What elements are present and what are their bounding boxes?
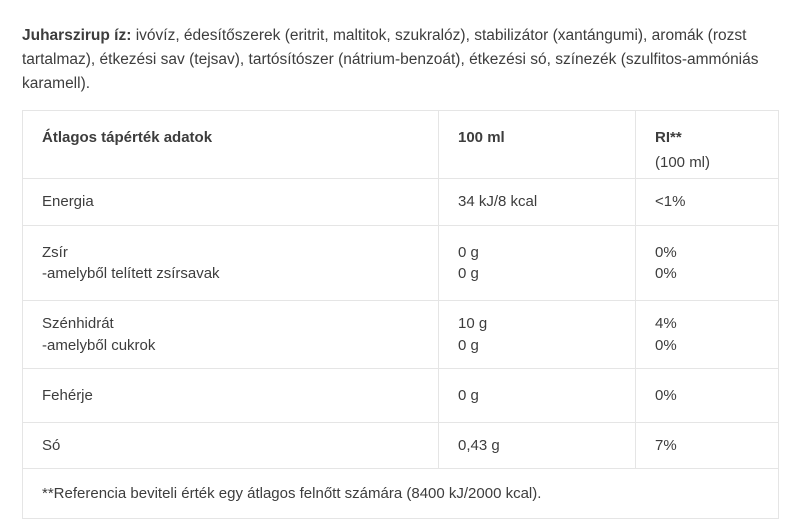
ri-value: 0% (655, 336, 677, 354)
table-row-szenhidrat (23, 301, 779, 369)
ri-value: <1% (655, 193, 686, 211)
header-ri-label: RI** (655, 129, 682, 146)
amount-value: 34 kJ/8 kcal (458, 193, 538, 211)
amount-cell (439, 301, 636, 369)
header-ri-column (636, 111, 779, 179)
header-ri-sub-label: (100 ml) (655, 154, 711, 171)
ri-cell (636, 369, 779, 423)
flavor-name-label: Juharszirup íz: (22, 27, 132, 44)
header-amount-column (439, 111, 636, 179)
amount-value: 10 g (458, 315, 488, 332)
table-row-feherje (23, 369, 779, 423)
ri-value: 0% (655, 243, 677, 261)
header-amount-label: 100 ml (458, 129, 505, 146)
ingredients-text: ivóvíz, édesítőszerek (eritrit, maltitok, szukralóz), stabilizátor (xantángumi), aromák (rozst tartalmaz), étkezési sav (tejsav), tartósítószer (nátrium-benzoát), étkezési só, színezék (szulfitos-ammóniás karamell). (22, 27, 759, 92)
amount-value: 0 g (458, 265, 479, 282)
amount-value: 0 g (458, 243, 479, 261)
header-nutrient-column (23, 111, 439, 179)
nutrient-subname: -amelyből cukrok (42, 336, 156, 354)
ingredients-paragraph (22, 24, 778, 96)
amount-value: 0,43 g (458, 436, 500, 454)
table-header-row (23, 111, 779, 179)
nutrient-subname: -amelyből telített zsírsavak (42, 265, 220, 282)
header-nutrient-label: Átlagos tápérték adatok (42, 129, 213, 146)
amount-cell (439, 226, 636, 301)
ri-cell (636, 179, 779, 226)
nutrition-table (22, 110, 779, 519)
ri-value: 7% (655, 436, 677, 454)
ri-value: 0% (655, 265, 677, 282)
nutrient-cell (23, 423, 439, 469)
nutrient-cell (23, 301, 439, 369)
nutrient-name: Szénhidrát (42, 315, 114, 332)
nutrient-name: Energia (42, 193, 94, 211)
nutrient-name: Zsír (42, 243, 68, 261)
amount-value: 0 g (458, 386, 479, 404)
ri-cell (636, 423, 779, 469)
amount-value: 0 g (458, 336, 479, 354)
table-row-energia (23, 179, 779, 226)
amount-cell (439, 423, 636, 469)
amount-cell (439, 369, 636, 423)
nutrient-name: Só (42, 436, 61, 454)
ri-cell (636, 301, 779, 369)
reference-intake-footnote: **Referencia beviteli érték egy átlagos felnőtt számára (8400 kJ/2000 kcal). (42, 484, 542, 502)
table-footnote-row (23, 469, 779, 519)
ri-value: 0% (655, 386, 677, 404)
footnote-cell (23, 469, 779, 519)
nutrient-cell (23, 179, 439, 226)
table-row-zsir (23, 226, 779, 301)
ri-cell (636, 226, 779, 301)
nutrient-cell (23, 369, 439, 423)
amount-cell (439, 179, 636, 226)
ri-value: 4% (655, 315, 677, 332)
nutrient-cell (23, 226, 439, 301)
table-row-so (23, 423, 779, 469)
nutrient-name: Fehérje (42, 386, 93, 404)
